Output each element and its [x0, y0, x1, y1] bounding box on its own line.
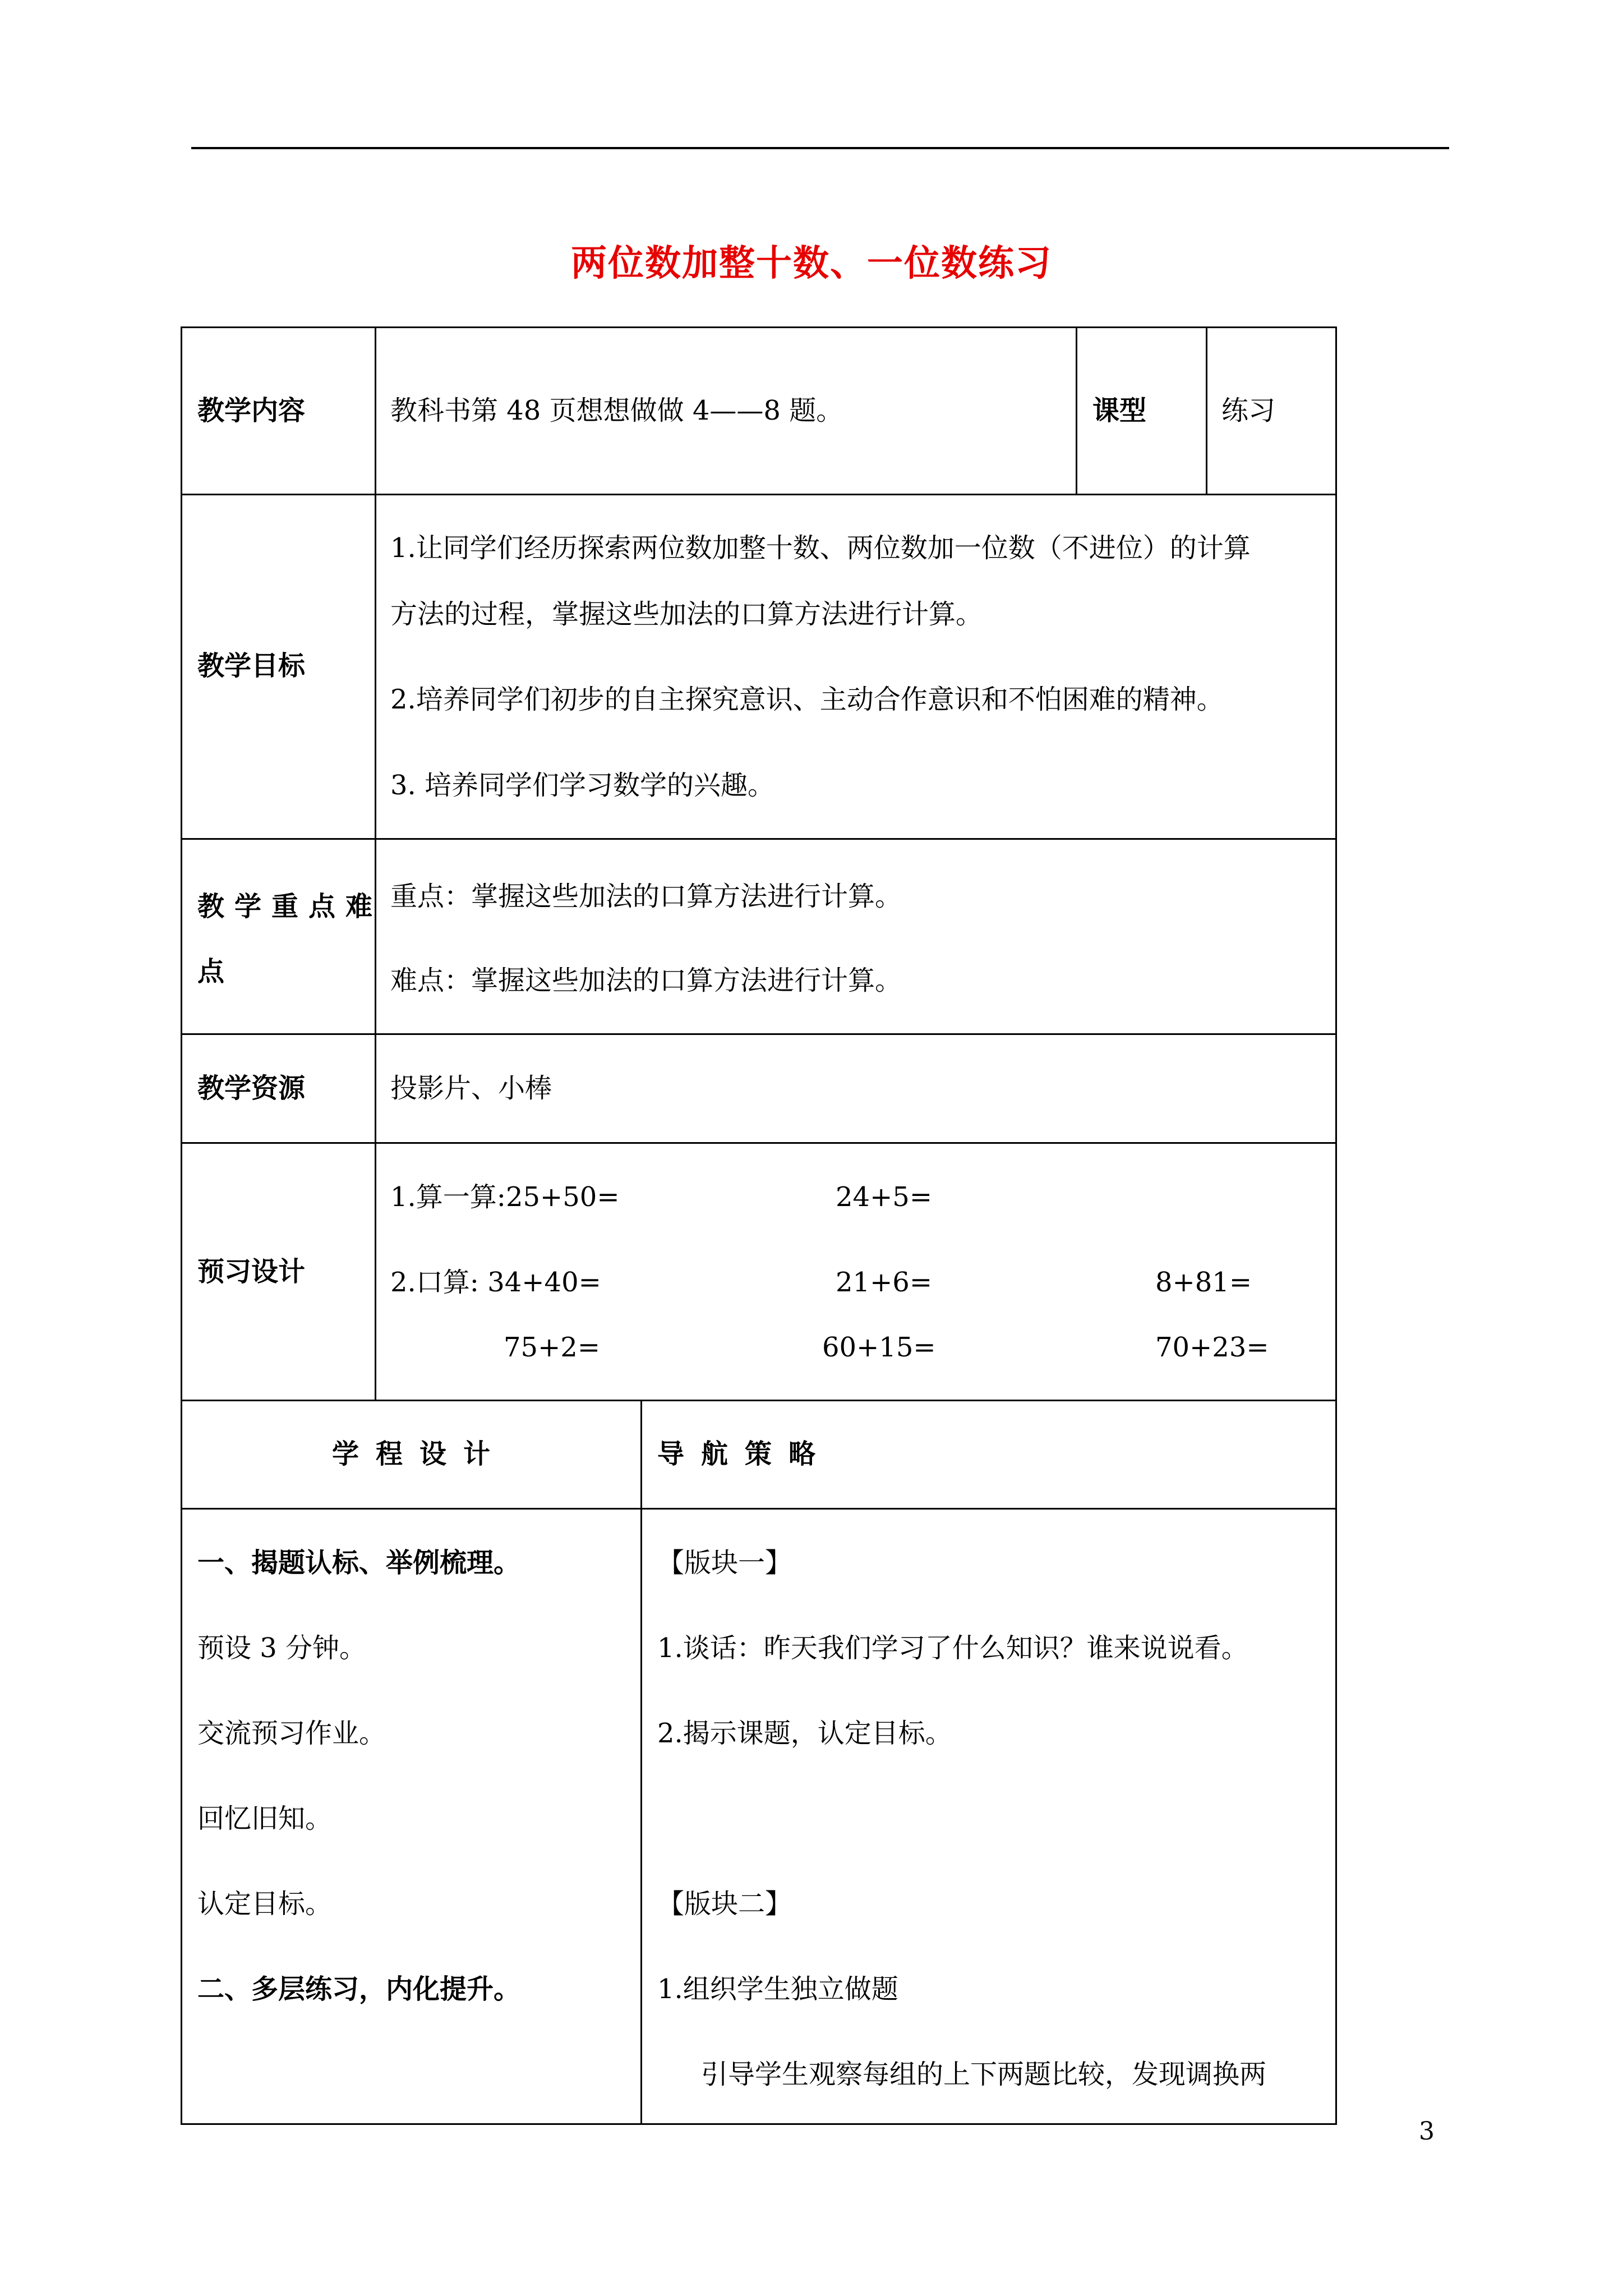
row-divider — [181, 1400, 1337, 1401]
goals-line: 2.培养同学们初步的自主探究意识、主动合作意识和不怕困难的精神。 — [390, 684, 1224, 715]
preview-item: 21+6= — [836, 1267, 933, 1298]
preview-item: 1.算一算:25+50= — [390, 1181, 620, 1213]
difficulty-text: 难点：掌握这些加法的口算方法进行计算。 — [390, 965, 902, 996]
header-rule — [191, 147, 1449, 149]
process-step: 回忆旧知。 — [197, 1803, 333, 1834]
strategy-item: 【版块一】 — [657, 1547, 792, 1579]
content-value: 教科书第 48 页想想做做 4——8 题。 — [390, 395, 843, 426]
preview-item: 70+23= — [1155, 1332, 1269, 1363]
strategy-item: 2.揭示课题，认定目标。 — [657, 1718, 952, 1749]
row-divider — [181, 838, 1337, 840]
preview-item: 2.口算: 34+40= — [390, 1267, 601, 1298]
type-value-divider — [1206, 326, 1207, 494]
goals-line: 1.让同学们经历探索两位数加整十数、两位数加一位数（不进位）的计算 — [390, 532, 1251, 564]
document-title: 两位数加整十数、一位数练习 — [571, 242, 1052, 284]
process-design-header: 学程设计 — [332, 1438, 508, 1470]
strategy-item: 1.谈话：昨天我们学习了什么知识？谁来说说看。 — [657, 1632, 1248, 1664]
page-number: 3 — [1419, 2117, 1435, 2146]
key-points-label-cont: 点 — [197, 956, 225, 987]
resources-label: 教学资源 — [197, 1073, 306, 1104]
goals-label: 教学目标 — [197, 650, 306, 682]
preview-item: 75+2= — [504, 1332, 601, 1363]
process-step: 交流预习作业。 — [197, 1718, 386, 1749]
preview-item: 8+81= — [1155, 1267, 1252, 1298]
row-divider — [181, 494, 1337, 495]
preview-item: 60+15= — [822, 1332, 936, 1363]
process-step: 二、多层练习，内化提升。 — [197, 1973, 521, 2005]
process-step: 一、揭题认标、举例梳理。 — [197, 1547, 521, 1579]
key-points-label: 教学重点难 — [197, 891, 383, 922]
lesson-type-value: 练习 — [1221, 395, 1276, 426]
focus-text: 重点：掌握这些加法的口算方法进行计算。 — [390, 881, 902, 912]
strategy-item: 【版块二】 — [657, 1888, 792, 1920]
goals-line: 方法的过程，掌握这些加法的口算方法进行计算。 — [390, 599, 983, 630]
row-divider — [181, 1033, 1337, 1035]
strategy-item: 引导学生观察每组的上下两题比较，发现调换两 — [701, 2059, 1267, 2090]
strategy-item: 1.组织学生独立做题 — [657, 1973, 898, 2005]
content-label: 教学内容 — [197, 395, 306, 426]
resources-value: 投影片、小棒 — [390, 1073, 552, 1104]
process-step: 预设 3 分钟。 — [197, 1632, 367, 1664]
row-divider — [181, 1508, 1337, 1510]
goals-line: 3. 培养同学们学习数学的兴趣。 — [390, 770, 775, 801]
lesson-type-label: 课型 — [1092, 395, 1147, 426]
row-divider — [181, 1142, 1337, 1144]
type-column-divider — [1076, 326, 1077, 494]
process-column-divider — [640, 1400, 642, 2125]
navigation-strategy-header: 导航策略 — [657, 1438, 833, 1470]
preview-label: 预习设计 — [197, 1256, 306, 1287]
preview-item: 24+5= — [836, 1181, 933, 1213]
process-step: 认定目标。 — [197, 1888, 333, 1920]
label-column-divider — [375, 326, 376, 1400]
